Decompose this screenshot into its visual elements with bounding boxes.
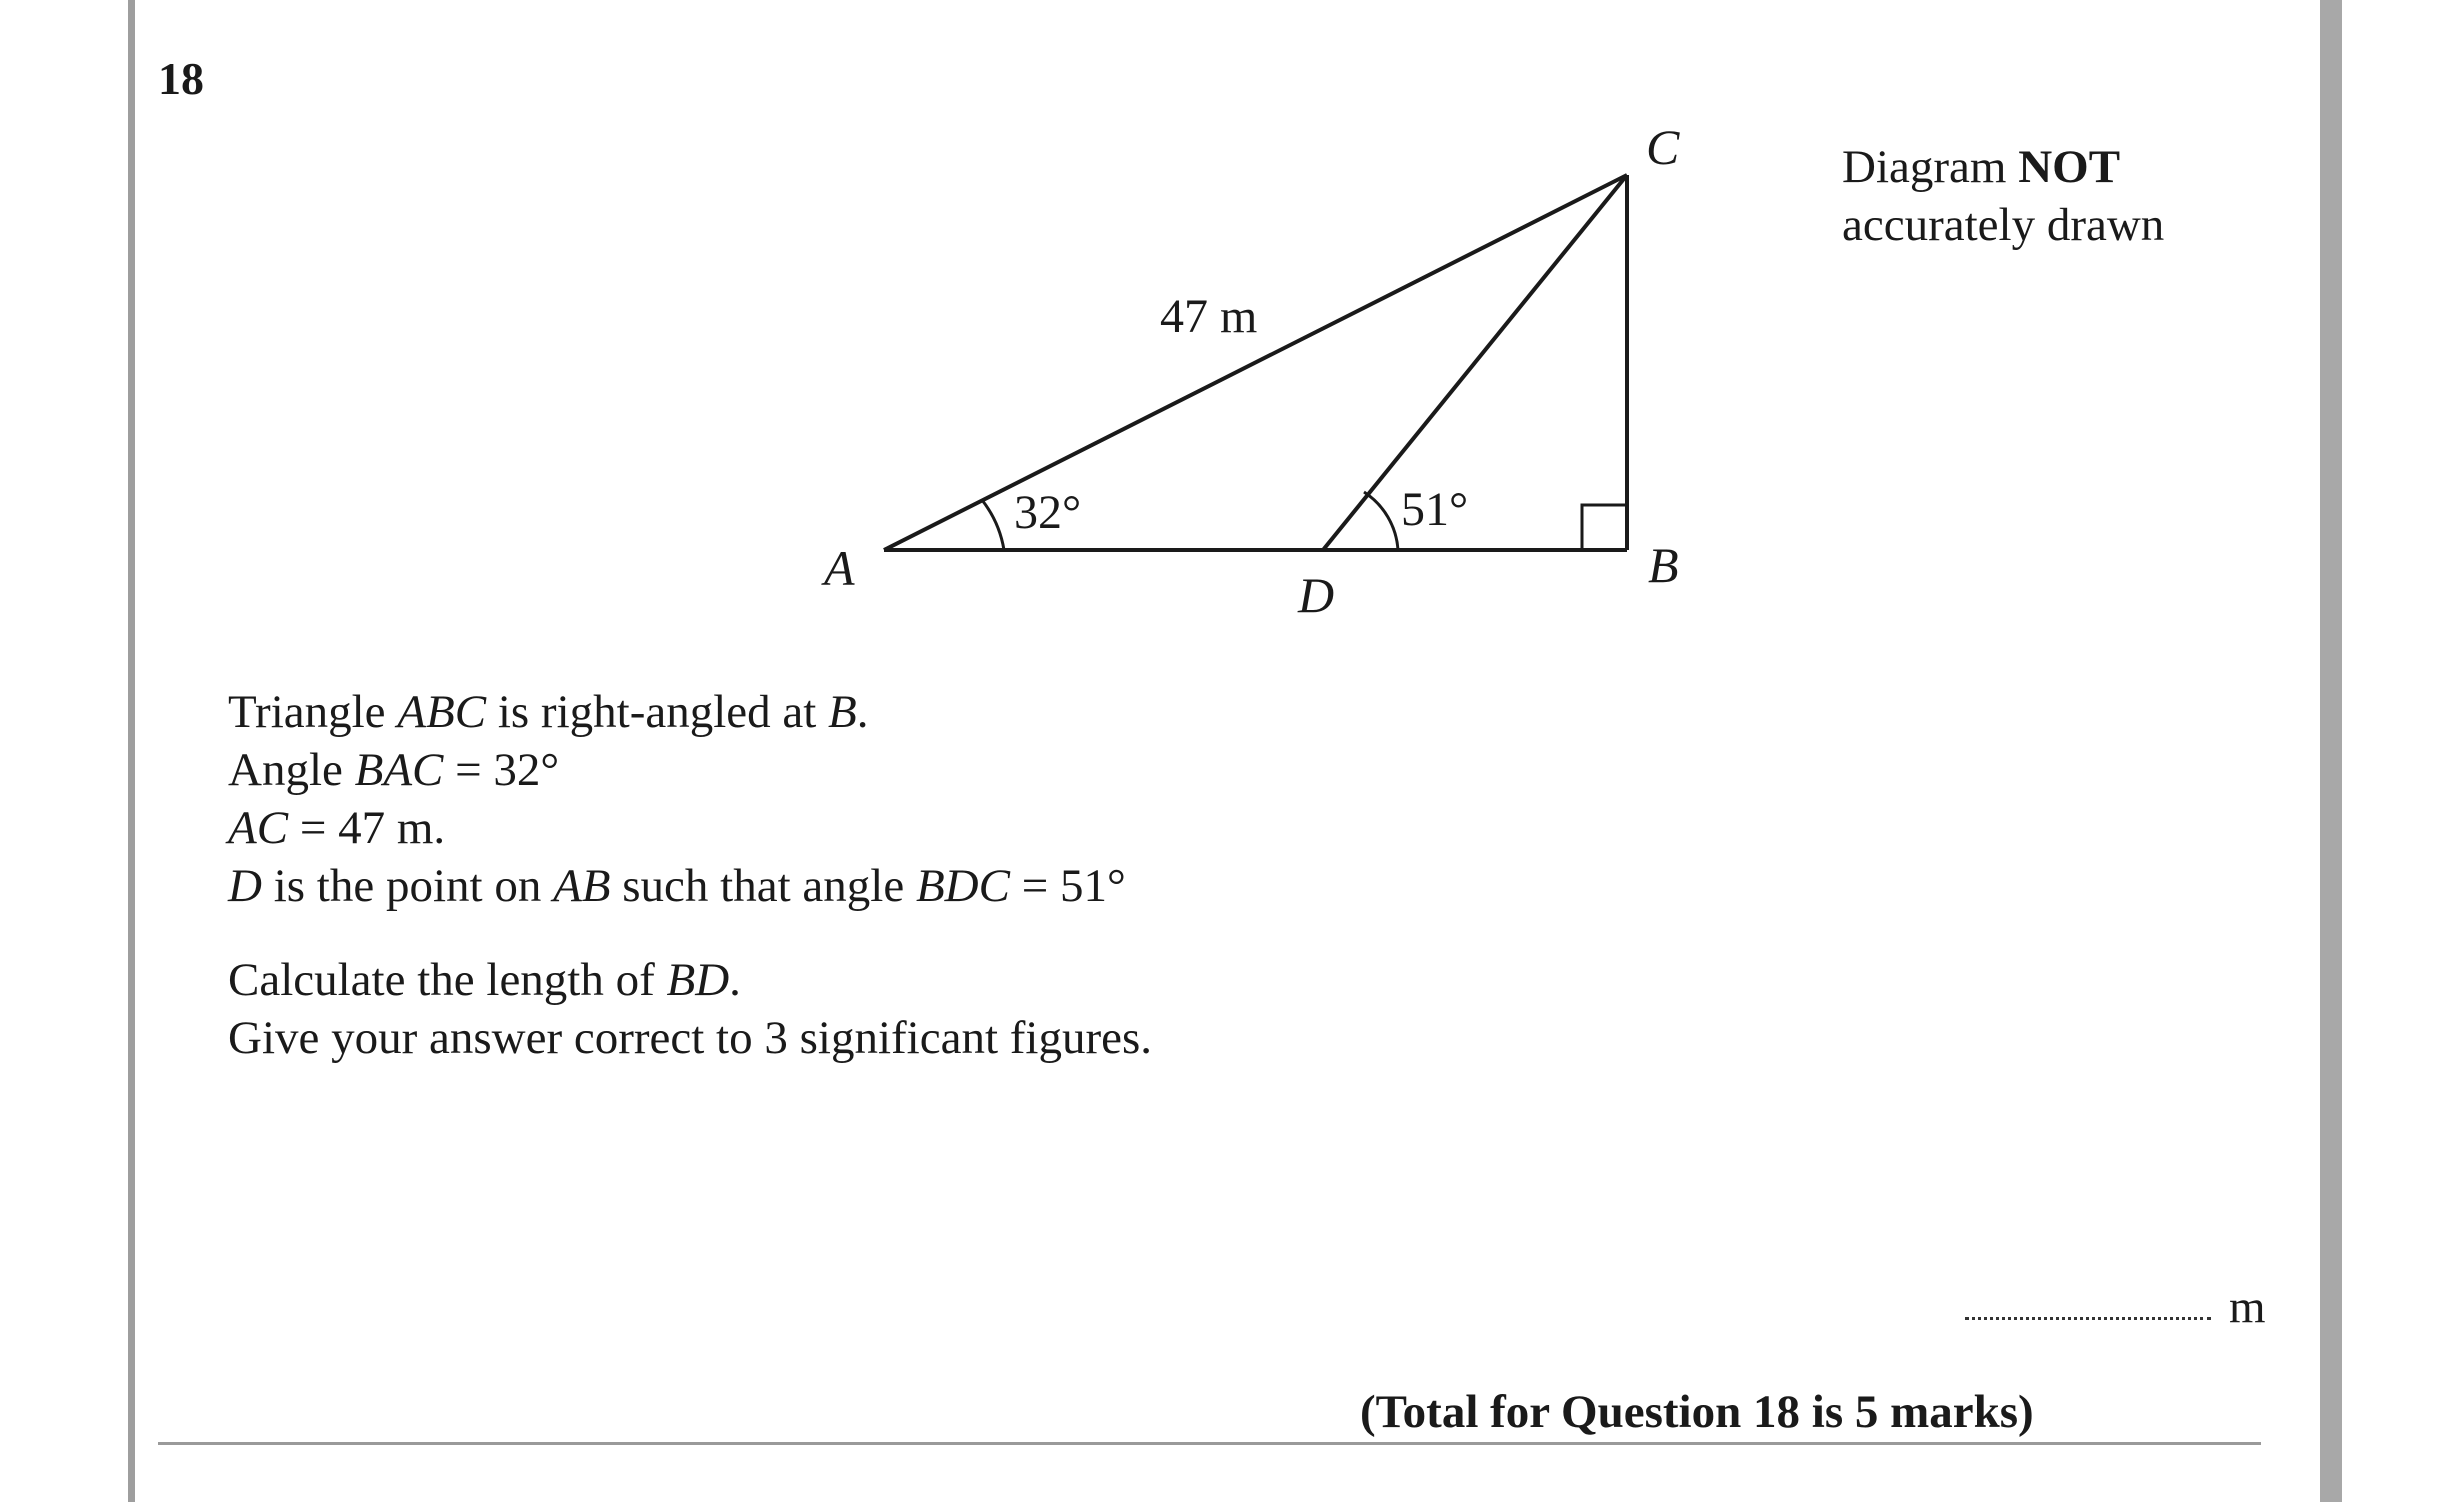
math-var: ABC: [397, 686, 487, 738]
angle-label-d: 51°: [1401, 483, 1469, 536]
note-bold: NOT: [2018, 141, 2121, 193]
math-var: AC: [228, 802, 289, 854]
text: is right-angled at: [486, 686, 829, 738]
vertex-label-b: B: [1648, 537, 1679, 593]
text: = 47 m.: [288, 802, 446, 854]
math-var: D: [228, 860, 262, 912]
stem-line-1: [228, 683, 1152, 741]
answer-dotted-line[interactable]: [1965, 1317, 2211, 1320]
text: such that angle: [610, 860, 916, 912]
stem-line-5: [228, 951, 1152, 1009]
angle-label-a: 32°: [1014, 486, 1082, 539]
math-var: BD: [666, 954, 730, 1006]
right-angle-marker-b: [1582, 505, 1627, 550]
note-prefix: Diagram: [1842, 141, 2007, 193]
text: Calculate the length of: [228, 954, 667, 1006]
diagram-note: [1842, 138, 2164, 254]
text: Triangle: [228, 686, 398, 738]
side-ac: [884, 175, 1627, 550]
vertex-label-c: C: [1646, 119, 1680, 175]
bottom-divider: [158, 1442, 2261, 1445]
text: = 51°: [1009, 860, 1126, 912]
angle-arc-d: [1364, 492, 1398, 550]
text: is the point on: [261, 860, 554, 912]
math-var: B: [828, 686, 857, 738]
note-line2: accurately drawn: [1842, 199, 2165, 251]
text: .: [856, 686, 869, 738]
stem-line-4: [228, 857, 1152, 915]
total-marks: (Total for Question 18 is 5 marks): [1360, 1386, 2034, 1438]
angle-arc-a: [982, 500, 1004, 550]
stem-line-6: Give your answer correct to 3 significant figures.: [228, 1012, 1153, 1064]
text: .: [729, 954, 741, 1006]
question-stem: [228, 683, 1152, 1067]
text: = 32°: [443, 744, 560, 796]
stem-line-2: [228, 741, 1152, 799]
vertex-label-d: D: [1298, 567, 1335, 623]
vertex-label-a: A: [824, 540, 855, 596]
side-label-ac: 47 m: [1160, 290, 1258, 343]
math-var: BAC: [354, 744, 444, 796]
answer-line[interactable]: [1965, 1278, 2266, 1336]
math-var: AB: [553, 860, 611, 912]
math-var: BDC: [915, 860, 1010, 912]
text: Angle: [228, 744, 355, 796]
question-number: 18: [158, 53, 204, 104]
answer-unit: m: [2229, 1281, 2266, 1333]
stem-spacer: [228, 915, 1152, 951]
stem-line-3: [228, 799, 1152, 857]
